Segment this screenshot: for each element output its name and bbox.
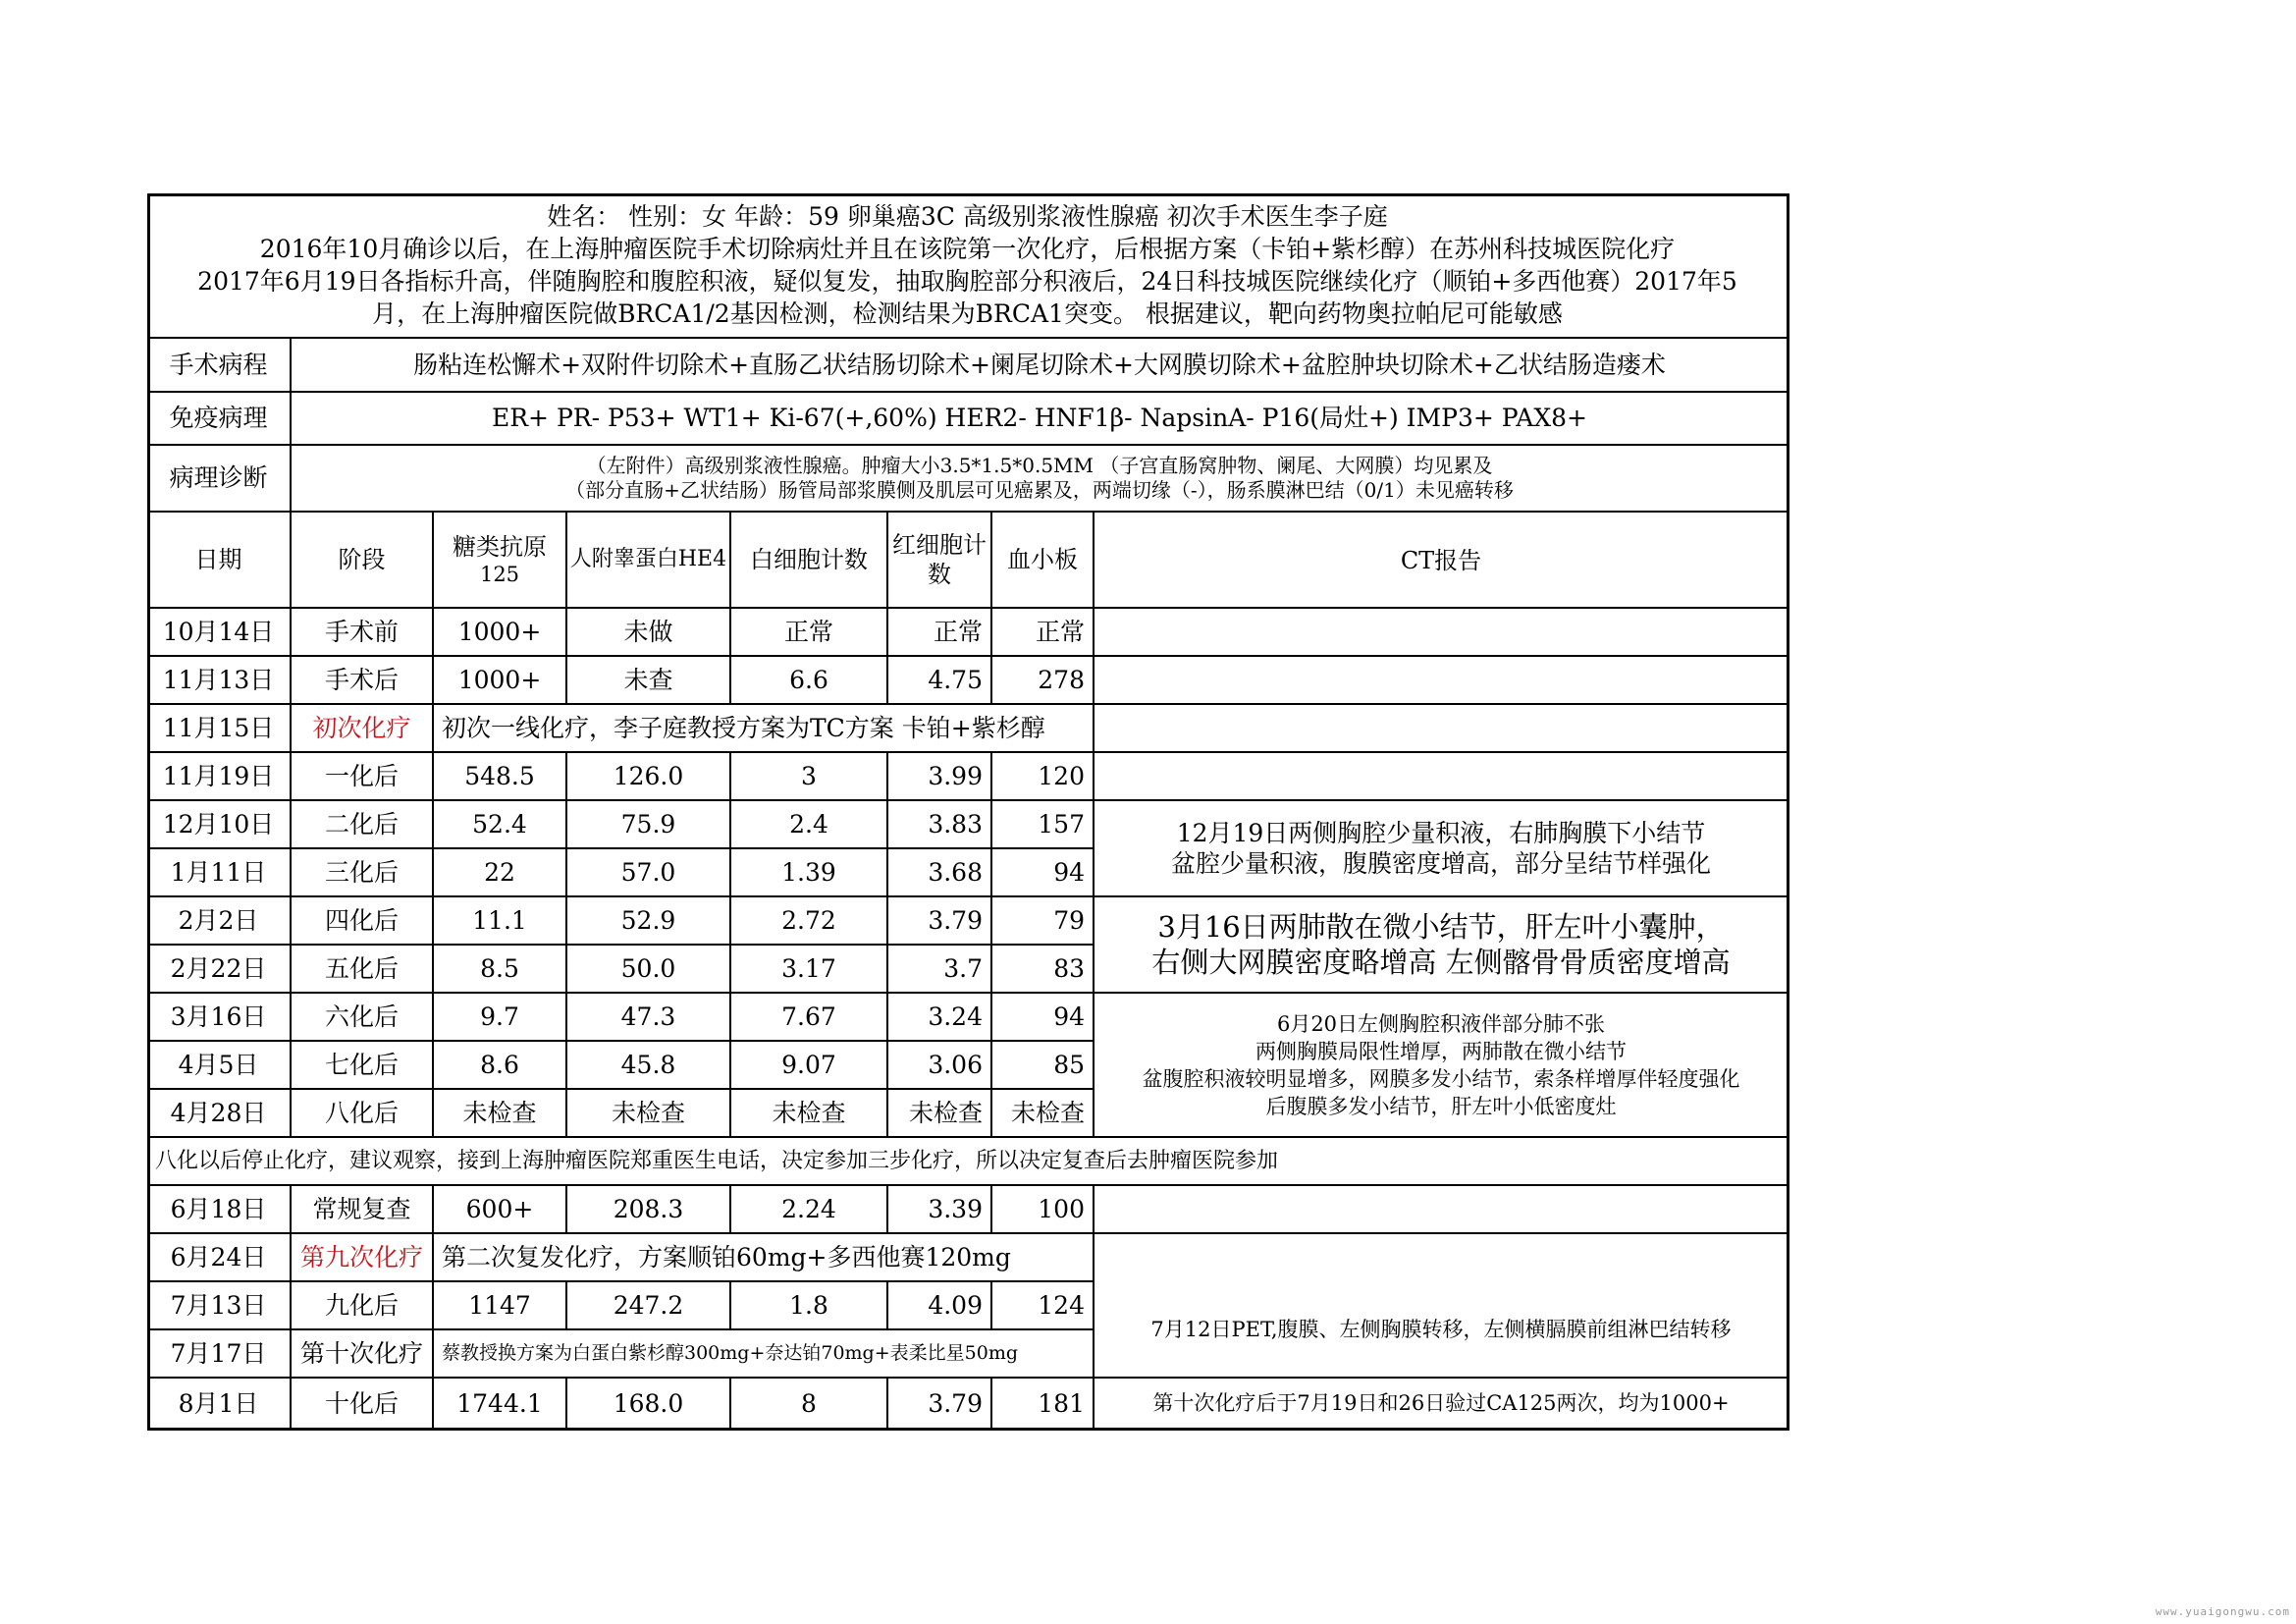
row-stage-cell: 九化后 <box>292 1282 434 1330</box>
row-stage-cell: 八化后 <box>292 1090 434 1138</box>
col-wbc: 白细胞计数 <box>731 513 888 609</box>
row-plt-cell: 83 <box>992 946 1095 994</box>
ct-report-d: 7月12日PET,腹膜、左侧胸膜转移，左侧横膈膜前组淋巴结转移 <box>1095 1282 1789 1379</box>
ct-report-c-line1: 6月20日左侧胸腔积液伴部分肺不张 <box>1276 1011 1606 1036</box>
row-date-cell: 3月16日 <box>147 994 292 1042</box>
row-plt-cell: 181 <box>992 1379 1095 1431</box>
surgery-label: 手术病程 <box>147 339 292 393</box>
ct-report-e: 第十次化疗后于7月19日和26日验过CA125两次，均为1000+ <box>1095 1379 1789 1431</box>
row-stage-cell: 第十次化疗 <box>292 1330 434 1379</box>
ct-report-a-line1: 12月19日两侧胸腔少量积液，右肺胸膜下小结节 <box>1176 818 1706 847</box>
row-wbc-cell: 3.17 <box>731 946 888 994</box>
row-ca125-cell: 未检查 <box>434 1090 567 1138</box>
row-ca125-cell: 1744.1 <box>434 1379 567 1431</box>
row-date-cell: 11月19日 <box>147 753 292 801</box>
ct-report-a <box>1095 801 1789 897</box>
row-he4-cell: 168.0 <box>567 1379 731 1431</box>
row-rbc-cell: 3.68 <box>888 849 992 897</box>
row-date-cell: 7月17日 <box>147 1330 292 1379</box>
row-date-cell: 8月1日 <box>147 1379 292 1431</box>
row-rbc-cell: 4.09 <box>888 1282 992 1330</box>
summary-line-1: 姓名： 性别：女 年龄：59 卵巢癌3C 高级别浆液性腺癌 初次手术医生李子庭 <box>547 202 1388 231</box>
row-wbc-cell: 1.8 <box>731 1282 888 1330</box>
col-rbc <box>888 513 992 609</box>
row-plt-cell: 100 <box>992 1186 1095 1234</box>
treatment-note-cell: 初次一线化疗，李子庭教授方案为TC方案 卡铂+紫杉醇 <box>434 705 1095 753</box>
row-date-cell: 4月5日 <box>147 1042 292 1090</box>
row-plt-cell: 94 <box>992 994 1095 1042</box>
row-he4-cell: 50.0 <box>567 946 731 994</box>
row-date-cell: 10月14日 <box>147 609 292 657</box>
summary-line-4: 月，在上海肿瘤医院做BRCA1/2基因检测，检测结果为BRCA1突变。 根据建议，靶向药物奥拉帕尼可能敏感 <box>372 299 1563 328</box>
col-he4: 人附睾蛋白HE4 <box>567 513 731 609</box>
ct-report-c-line4: 后腹膜多发小结节，肝左叶小低密度灶 <box>1265 1094 1617 1118</box>
row-date-cell: 2月22日 <box>147 946 292 994</box>
row-date-cell: 4月28日 <box>147 1090 292 1138</box>
row-stage-cell: 四化后 <box>292 897 434 946</box>
row-ca125-cell: 52.4 <box>434 801 567 849</box>
row-plt-cell: 79 <box>992 897 1095 946</box>
row-ca125-cell: 8.6 <box>434 1042 567 1090</box>
row-wbc-cell: 8 <box>731 1379 888 1431</box>
row-wbc-cell: 9.07 <box>731 1042 888 1090</box>
row-he4-cell: 未做 <box>567 609 731 657</box>
row-plt-cell: 正常 <box>992 609 1095 657</box>
col-ct-label: CT报告 <box>1400 547 1482 574</box>
ct-cell-1 <box>1095 609 1789 657</box>
col-ca125-line1: 糖类抗原 <box>453 532 547 561</box>
ct-report-b-line2: 右侧大网膜密度略增高 左侧髂骨骨质密度增高 <box>1151 946 1731 979</box>
ct-report-c-line3: 盆腹腔积液较明显增多，网膜多发小结节，索条样增厚伴轻度强化 <box>1142 1066 1740 1091</box>
ct-report-b <box>1095 897 1789 994</box>
row-rbc-cell: 4.75 <box>888 657 992 705</box>
row-ca125-cell: 8.5 <box>434 946 567 994</box>
row-stage-cell: 常规复查 <box>292 1186 434 1234</box>
summary-header <box>147 193 1789 339</box>
pathology-label: 病理诊断 <box>147 446 292 513</box>
ct-report-a-line2: 盆腔少量积液，腹膜密度增高，部分呈结节样强化 <box>1170 849 1711 878</box>
row-plt-cell: 未检查 <box>992 1090 1095 1138</box>
row-stage-cell: 六化后 <box>292 994 434 1042</box>
row-stage-cell: 二化后 <box>292 801 434 849</box>
row-rbc-cell: 3.7 <box>888 946 992 994</box>
pathology-line-2: （部分直肠+乙状结肠）肠管局部浆膜侧及肌层可见癌累及，两端切缘（-），肠系膜淋巴结（0/1）未见癌转移 <box>565 478 1514 502</box>
row-he4-cell: 57.0 <box>567 849 731 897</box>
ct-report-c-line2: 两侧胸膜局限性增厚，两肺散在微小结节 <box>1255 1039 1627 1063</box>
row-plt-cell: 124 <box>992 1282 1095 1330</box>
table-note-row: 八化以后停止化疗，建议观察，接到上海肿瘤医院郑重医生电话，决定参加三步化疗，所以决定复查后去肿瘤医院参加 <box>147 1138 1789 1186</box>
col-date: 日期 <box>147 513 292 609</box>
row-he4-cell: 126.0 <box>567 753 731 801</box>
row-date-cell: 11月13日 <box>147 657 292 705</box>
row-wbc-cell: 正常 <box>731 609 888 657</box>
row-he4-cell: 45.8 <box>567 1042 731 1090</box>
row-stage-cell: 初次化疗 <box>292 705 434 753</box>
row-date-cell: 7月13日 <box>147 1282 292 1330</box>
row-date-cell: 2月2日 <box>147 897 292 946</box>
col-rbc-line2: 数 <box>928 561 951 588</box>
row-ca125-cell: 1000+ <box>434 657 567 705</box>
row-rbc-cell: 3.99 <box>888 753 992 801</box>
ihc-label: 免疫病理 <box>147 393 292 446</box>
row-wbc-cell: 7.67 <box>731 994 888 1042</box>
row-wbc-cell: 未检查 <box>731 1090 888 1138</box>
row-ca125-cell: 548.5 <box>434 753 567 801</box>
col-stage: 阶段 <box>292 513 434 609</box>
row-rbc-cell: 正常 <box>888 609 992 657</box>
row-stage-cell: 三化后 <box>292 849 434 897</box>
row-wbc-cell: 1.39 <box>731 849 888 897</box>
pathology-value <box>292 446 1789 513</box>
treatment-note-cell: 第二次复发化疗，方案顺铂60mg+多西他赛120mg <box>434 1234 1095 1282</box>
row-plt-cell: 94 <box>992 849 1095 897</box>
row-rbc-cell: 3.24 <box>888 994 992 1042</box>
row-ca125-cell: 1147 <box>434 1282 567 1330</box>
row-he4-cell: 未检查 <box>567 1090 731 1138</box>
summary-line-3: 2017年6月19日各指标升高，伴随胸腔和腹腔积液，疑似复发，抽取胸腔部分积液后，24日科技城医院继续化疗（顺铂+多西他赛）2017年5 <box>197 267 1737 296</box>
row-rbc-cell: 3.79 <box>888 1379 992 1431</box>
row-wbc-cell: 2.24 <box>731 1186 888 1234</box>
row-stage-cell: 第九次化疗 <box>292 1234 434 1282</box>
row-he4-cell: 208.3 <box>567 1186 731 1234</box>
col-ca125-line2: 125 <box>479 562 520 586</box>
row-ca125-cell: 22 <box>434 849 567 897</box>
row-rbc-cell: 未检查 <box>888 1090 992 1138</box>
row-rbc-cell: 3.06 <box>888 1042 992 1090</box>
row-wbc-cell: 2.4 <box>731 801 888 849</box>
summary-line-2: 2016年10月确诊以后，在上海肿瘤医院手术切除病灶并且在该院第一次化疗，后根据方案（卡铂+紫杉醇）在苏州科技城医院化疗 <box>259 235 1676 263</box>
row-he4-cell: 247.2 <box>567 1282 731 1330</box>
row-he4-cell: 75.9 <box>567 801 731 849</box>
row-he4-cell: 52.9 <box>567 897 731 946</box>
ct-report-c <box>1095 994 1789 1138</box>
row-stage-cell: 七化后 <box>292 1042 434 1090</box>
row-ca125-cell: 11.1 <box>434 897 567 946</box>
col-ca125 <box>434 513 567 609</box>
col-rbc-line1: 红细胞计 <box>892 531 987 559</box>
row-stage-cell: 手术前 <box>292 609 434 657</box>
row-ca125-cell: 1000+ <box>434 609 567 657</box>
row-plt-cell: 85 <box>992 1042 1095 1090</box>
row-date-cell: 12月10日 <box>147 801 292 849</box>
ct-cell-4 <box>1095 1186 1789 1234</box>
row-stage-cell: 五化后 <box>292 946 434 994</box>
col-ct <box>1095 513 1789 609</box>
row-he4-cell: 未查 <box>567 657 731 705</box>
row-date-cell: 6月18日 <box>147 1186 292 1234</box>
row-wbc-cell: 3 <box>731 753 888 801</box>
row-plt-cell: 120 <box>992 753 1095 801</box>
ihc-value: ER+ PR- P53+ WT1+ Ki-67(+,60%) HER2- HNF1β- NapsinA- P16(局灶+) IMP3+ PAX8+ <box>292 393 1789 446</box>
row-date-cell: 6月24日 <box>147 1234 292 1282</box>
row-wbc-cell: 2.72 <box>731 897 888 946</box>
row-wbc-cell: 6.6 <box>731 657 888 705</box>
row-ca125-cell: 9.7 <box>434 994 567 1042</box>
row-rbc-cell: 3.39 <box>888 1186 992 1234</box>
watermark: www.yuaigongwu.com <box>2155 1605 2290 1618</box>
surgery-value: 肠粘连松懈术+双附件切除术+直肠乙状结肠切除术+阑尾切除术+大网膜切除术+盆腔肿块切除术+乙状结肠造瘘术 <box>292 339 1789 393</box>
row-ca125-cell: 600+ <box>434 1186 567 1234</box>
row-stage-cell: 一化后 <box>292 753 434 801</box>
pathology-line-1: （左附件）高级别浆液性腺癌。肿瘤大小3.5*1.5*0.5MM （子宫直肠窝肿物、阑尾、大网膜）均见累及 <box>586 454 1493 477</box>
ct-report-b-line1: 3月16日两肺散在微小结节，肝左叶小囊肿， <box>1157 909 1725 944</box>
col-plt: 血小板 <box>992 513 1095 609</box>
ct-note-span <box>1095 705 1789 753</box>
row-he4-cell: 47.3 <box>567 994 731 1042</box>
treatment-note-cell: 蔡教授换方案为白蛋白紫杉醇300mg+奈达铂70mg+表柔比星50mg <box>434 1330 1095 1379</box>
row-plt-cell: 157 <box>992 801 1095 849</box>
row-stage-cell: 十化后 <box>292 1379 434 1431</box>
row-date-cell: 1月11日 <box>147 849 292 897</box>
row-rbc-cell: 3.79 <box>888 897 992 946</box>
ct-cell-3 <box>1095 753 1789 801</box>
ct-cell-2 <box>1095 657 1789 705</box>
row-date-cell: 11月15日 <box>147 705 292 753</box>
row-stage-cell: 手术后 <box>292 657 434 705</box>
row-plt-cell: 278 <box>992 657 1095 705</box>
row-rbc-cell: 3.83 <box>888 801 992 849</box>
